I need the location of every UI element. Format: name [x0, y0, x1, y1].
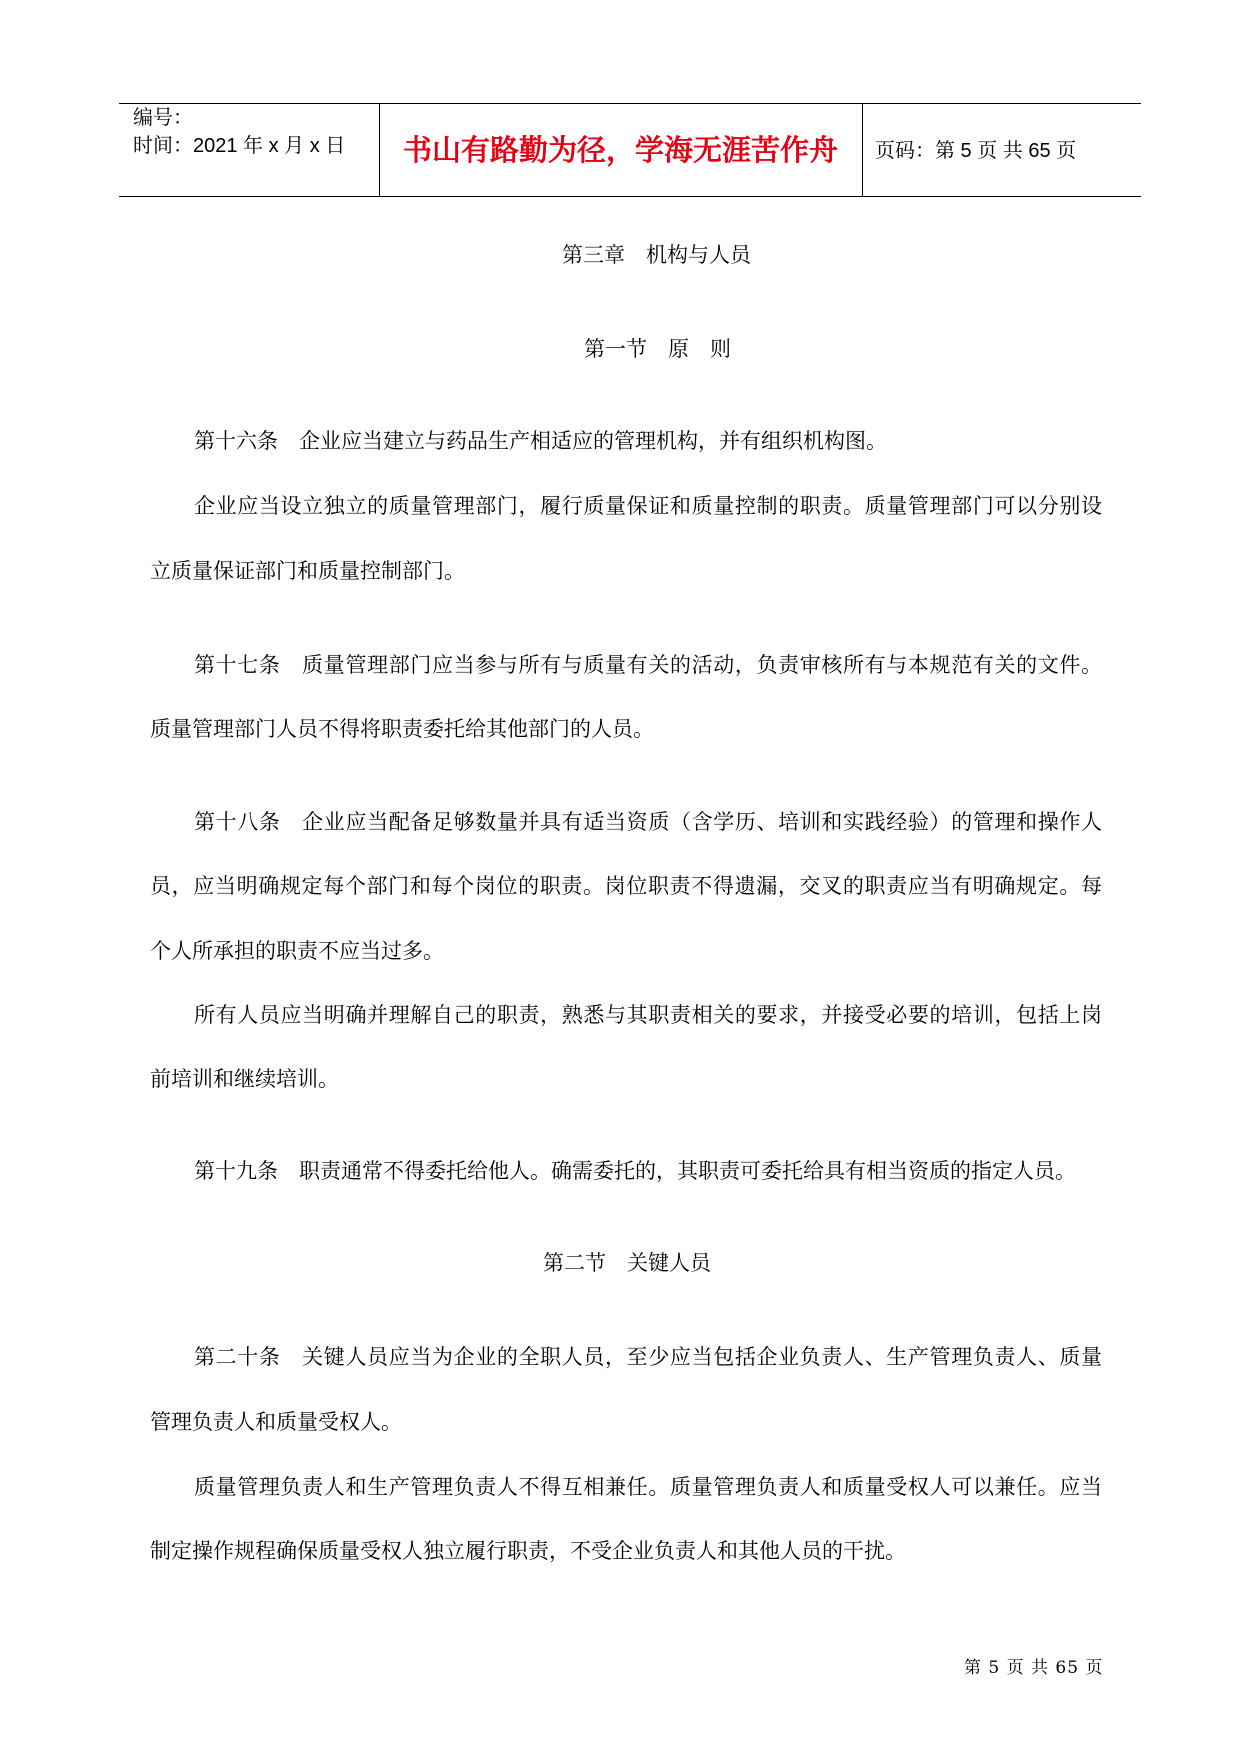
article-line: 第二十条 关键人员应当为企业的全职人员，至少应当包括企业负责人、生产管理负责人、质量	[194, 1345, 1102, 1369]
header-table	[119, 103, 1141, 197]
paragraph-line: 管理负责人和质量受权人。	[150, 1410, 402, 1434]
paragraph-line: 立质量保证部门和质量控制部门。	[150, 559, 465, 583]
header-divider	[862, 104, 863, 196]
paragraph-line: 质量管理负责人和生产管理负责人不得互相兼任。质量管理负责人和质量受权人可以兼任。应当	[194, 1475, 1102, 1499]
footer-page-info: 第 5 页 共 65 页	[964, 1658, 1104, 1678]
section-title: 第二节 关键人员	[543, 1251, 711, 1275]
paragraph-line: 所有人员应当明确并理解自己的职责，熟悉与其职责相关的要求，并接受必要的培训，包括上岗	[194, 1003, 1102, 1027]
chapter-title: 第三章 机构与人员	[562, 243, 751, 267]
paragraph-line: 前培训和继续培训。	[150, 1067, 339, 1091]
page-label: 页码：第 5 页 共 65 页	[875, 140, 1077, 162]
article-line: 第十八条 企业应当配备足够数量并具有适当资质（含学历、培训和实践经验）的管理和操作人	[194, 810, 1102, 834]
paragraph-line: 个人所承担的职责不应当过多。	[150, 939, 444, 963]
paragraph-line: 质量管理部门人员不得将职责委托给其他部门的人员。	[150, 717, 654, 741]
serial-label: 编号：	[133, 107, 193, 129]
motto: 书山有路勤为径，学海无涯苦作舟	[402, 133, 838, 167]
article-line: 第十六条 企业应当建立与药品生产相适应的管理机构，并有组织机构图。	[194, 429, 887, 453]
paragraph-line: 员，应当明确规定每个部门和每个岗位的职责。岗位职责不得遗漏，交叉的职责应当有明确规定。每	[150, 874, 1102, 898]
paragraph-line: 企业应当设立独立的质量管理部门，履行质量保证和质量控制的职责。质量管理部门可以分别设	[194, 494, 1102, 518]
paragraph-line: 制定操作规程确保质量受权人独立履行职责，不受企业负责人和其他人员的干扰。	[150, 1539, 906, 1563]
date-label: 时间：2021 年 x 月 x 日	[133, 135, 346, 157]
article-line: 第十九条 职责通常不得委托给他人。确需委托的，其职责可委托给具有相当资质的指定人员。	[194, 1159, 1076, 1183]
section-title: 第一节 原 则	[584, 337, 731, 361]
article-line: 第十七条 质量管理部门应当参与所有与质量有关的活动，负责审核所有与本规范有关的文件。	[194, 653, 1102, 677]
